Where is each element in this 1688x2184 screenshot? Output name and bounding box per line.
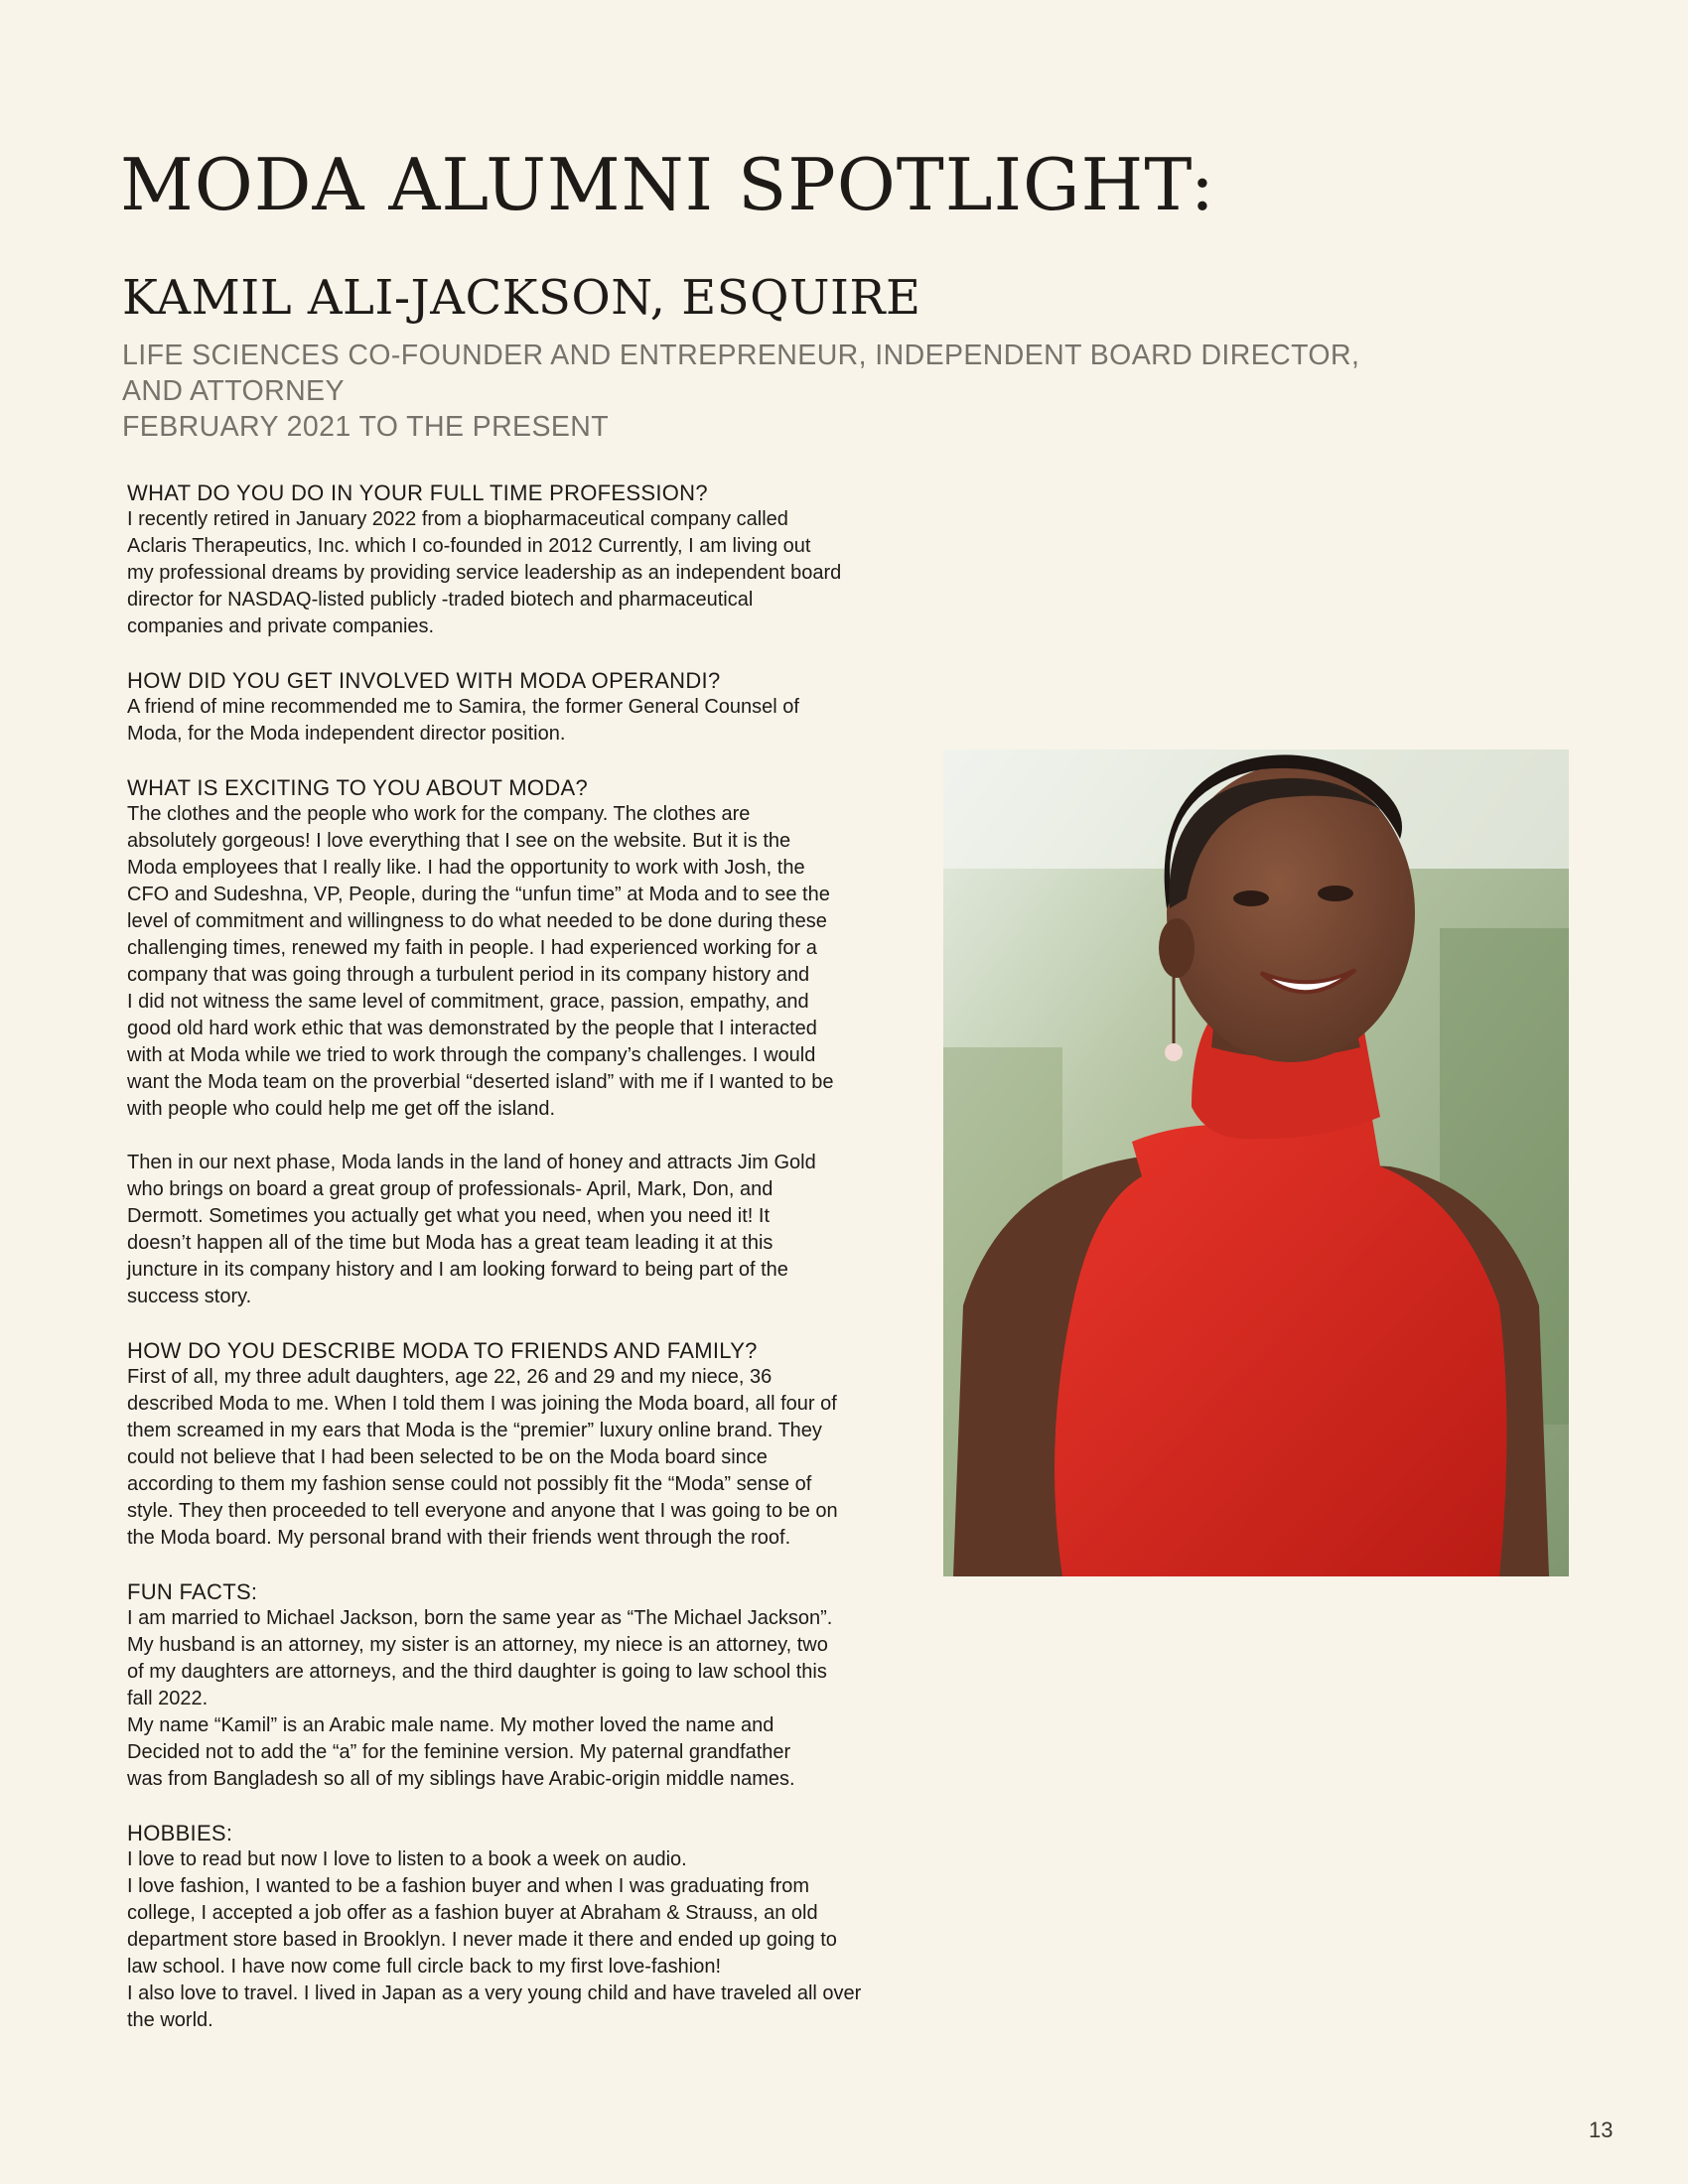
answer-line: I love to read but now I love to listen to a book a week on audio.	[127, 1848, 687, 1870]
answer-paragraph	[127, 694, 941, 748]
answer-paragraph	[127, 801, 941, 1123]
answer-line: company that was going through a turbulent period in its company history and	[127, 964, 810, 986]
answer-line: with people who could help me get off the island.	[127, 1098, 556, 1120]
answer-paragraph	[127, 506, 941, 640]
section-question: FUN FACTS:	[127, 1579, 258, 1604]
answer-line: my professional dreams by providing service leadership as an independent board	[127, 562, 842, 584]
role-line-2: AND ATTORNEY	[122, 375, 345, 407]
interview-section	[127, 1820, 941, 2034]
tenure-dates: FEBRUARY 2021 TO THE PRESENT	[122, 411, 610, 443]
answer-line: described Moda to me. When I told them I was joining the Moda board, all four of	[127, 1393, 837, 1415]
answer-line: A friend of mine recommended me to Samira, the former General Counsel of	[127, 696, 799, 718]
answer-line: juncture in its company history and I am looking forward to being part of the	[127, 1259, 788, 1281]
page-number: 13	[1589, 2117, 1614, 2142]
portrait-photo	[943, 750, 1569, 1576]
answer-line: My name “Kamil” is an Arabic male name. My mother loved the name and	[127, 1714, 774, 1736]
alumni-role	[122, 338, 1413, 445]
answer-line: who brings on board a great group of professionals- April, Mark, Don, and	[127, 1178, 774, 1200]
answer-line: I also love to travel. I lived in Japan as a very young child and have traveled all over	[127, 1982, 862, 2004]
section-question: WHAT IS EXCITING TO YOU ABOUT MODA?	[127, 775, 589, 800]
answer-paragraph	[127, 1846, 941, 2034]
answer-line: Then in our next phase, Moda lands in the land of honey and attracts Jim Gold	[127, 1152, 816, 1173]
answer-line: law school. I have now come full circle back to my first love-fashion!	[127, 1956, 722, 1978]
interview-section	[127, 774, 941, 1310]
answer-paragraph	[127, 1364, 941, 1552]
answer-line: I did not witness the same level of commitment, grace, passion, empathy, and	[127, 991, 809, 1013]
answer-line: them screamed in my ears that Moda is the “premier” luxury online brand. They	[127, 1420, 822, 1441]
alumni-name: KAMIL ALI-JACKSON, ESQUIRE	[122, 270, 921, 326]
portrait-illustration	[943, 750, 1569, 1576]
answer-paragraph	[127, 1150, 941, 1310]
role-line-1: LIFE SCIENCES CO-FOUNDER AND ENTREPRENEUR, INDEPENDENT BOARD DIRECTOR,	[122, 340, 1360, 371]
answer-line: director for NASDAQ-listed publicly -traded biotech and pharmaceutical	[127, 589, 754, 611]
answer-line: The clothes and the people who work for the company. The clothes are	[127, 803, 751, 825]
answer-line: level of commitment and willingness to do what needed to be done during these	[127, 910, 827, 932]
interview-section	[127, 1578, 941, 1793]
answer-line: Dermott. Sometimes you actually get what you need, when you need it! It	[127, 1205, 771, 1227]
answer-line: of my daughters are attorneys, and the third daughter is going to law school this	[127, 1661, 827, 1683]
answer-line: success story.	[127, 1286, 252, 1307]
answer-line: was from Bangladesh so all of my siblings have Arabic-origin middle names.	[127, 1768, 795, 1790]
answer-line: companies and private companies.	[127, 615, 435, 637]
answer-line: First of all, my three adult daughters, age 22, 26 and 29 and my niece, 36	[127, 1366, 773, 1388]
section-question: HOW DO YOU DESCRIBE MODA TO FRIENDS AND FAMILY?	[127, 1338, 758, 1363]
answer-line: college, I accepted a job offer as a fashion buyer at Abraham & Strauss, an old	[127, 1902, 818, 1924]
interview-body	[127, 479, 941, 2061]
answer-line: with at Moda while we tried to work through the company’s challenges. I would	[127, 1044, 816, 1066]
answer-line: want the Moda team on the proverbial “deserted island” with me if I wanted to be	[127, 1071, 834, 1093]
section-question: HOBBIES:	[127, 1821, 233, 1845]
page-title: MODA ALUMNI SPOTLIGHT:	[120, 143, 1216, 226]
answer-line: Decided not to add the “a” for the feminine version. My paternal grandfather	[127, 1741, 791, 1763]
section-question: HOW DID YOU GET INVOLVED WITH MODA OPERANDI?	[127, 668, 721, 693]
answer-line: Moda employees that I really like. I had the opportunity to work with Josh, the	[127, 857, 805, 879]
answer-line: good old hard work ethic that was demonstrated by the people that I interacted	[127, 1018, 817, 1039]
answer-line: fall 2022.	[127, 1688, 209, 1709]
answer-line: Moda, for the Moda independent director position.	[127, 723, 566, 745]
answer-line: the Moda board. My personal brand with their friends went through the roof.	[127, 1527, 791, 1549]
answer-line: style. They then proceeded to tell everyone and anyone that I was going to be on	[127, 1500, 838, 1522]
answer-line: department store based in Brooklyn. I never made it there and ended up going to	[127, 1929, 837, 1951]
answer-line: I am married to Michael Jackson, born the same year as “The Michael Jackson”.	[127, 1607, 833, 1629]
answer-line: could not believe that I had been selected to be on the Moda board since	[127, 1446, 768, 1468]
answer-line: the world.	[127, 2009, 213, 2031]
answer-line: challenging times, renewed my faith in people. I had experienced working for a	[127, 937, 817, 959]
answer-line: I recently retired in January 2022 from a biopharmaceutical company called	[127, 508, 788, 530]
answer-line: I love fashion, I wanted to be a fashion buyer and when I was graduating from	[127, 1875, 810, 1897]
answer-line: My husband is an attorney, my sister is an attorney, my niece is an attorney, two	[127, 1634, 828, 1656]
answer-paragraph	[127, 1605, 941, 1793]
interview-section	[127, 1337, 941, 1552]
interview-section	[127, 667, 941, 748]
answer-line: Aclaris Therapeutics, Inc. which I co-founded in 2012 Currently, I am living out	[127, 535, 811, 557]
interview-section	[127, 479, 941, 640]
answer-line: doesn’t happen all of the time but Moda has a great team leading it at this	[127, 1232, 774, 1254]
answer-line: absolutely gorgeous! I love everything that I see on the website. But it is the	[127, 830, 791, 852]
section-question: WHAT DO YOU DO IN YOUR FULL TIME PROFESSION?	[127, 480, 708, 505]
answer-line: CFO and Sudeshna, VP, People, during the “unfun time” at Moda and to see the	[127, 884, 830, 905]
answer-line: according to them my fashion sense could not possibly fit the “Moda” sense of	[127, 1473, 812, 1495]
